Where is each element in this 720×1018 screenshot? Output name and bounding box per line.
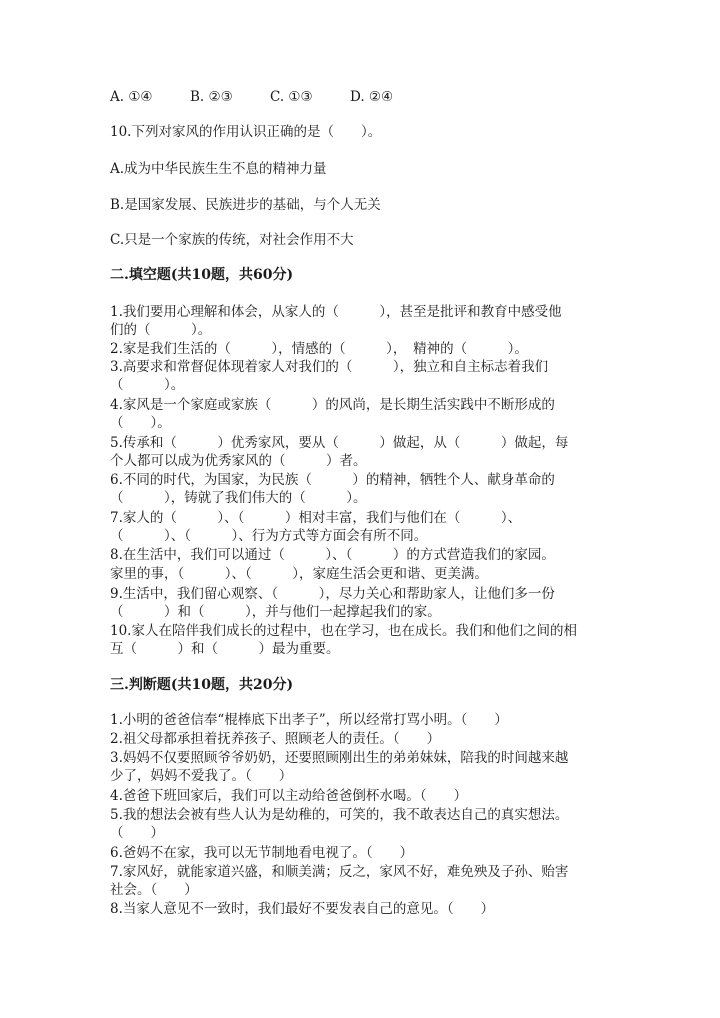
text-line: 4.家风是一个家庭或家族（ ）的风尚，是长期生活实践中不断形成的	[110, 397, 555, 413]
option-a: A. ①④	[110, 89, 153, 105]
text-line: 5.我的想法会被有些人认为是幼稚的，可笑的，我不敢表达自己的真实想法。	[110, 807, 569, 823]
q9-options	[110, 88, 430, 106]
text-line: （ ），铸就了我们伟大的（ ）。	[110, 490, 367, 506]
text-line: 1.小明的爸爸信奉“棍棒底下出孝子”，所以经常打骂小明。（ ）	[110, 712, 508, 728]
text-line: 7.家风好，就能家道兴盛，和顺美满；反之，家风不好，难免殃及子孙、贻害	[110, 864, 569, 880]
text-line: 3.妈妈不仅要照顾爷爷奶奶，还要照顾刚出生的弟弟妹妹，陪我的时间越来越	[110, 750, 569, 766]
text-line: 6.不同的时代，为国家，为民族（ ）的精神，牺牲个人、献身革命的	[110, 472, 555, 488]
q10-stem: 10.下列对家风的作用认识正确的是（ ）。	[110, 124, 382, 140]
text-line: 6.爸妈不在家，我可以无节制地看电视了。（ ）	[110, 845, 414, 861]
text-line: （ ）和（ ），并与他们一起撑起我们的家。	[110, 604, 441, 620]
text-line: 8.当家人意见不一致时，我们最好不要发表自己的意见。（ ）	[110, 901, 495, 917]
text-line: 10.家人在陪伴我们成长的过程中，也在学习，也在成长。我们和他们之间的相	[110, 623, 577, 639]
text-line: （ ）。	[110, 377, 185, 393]
text-line: 1.我们要用心理解和体会，从家人的（ ），甚至是批评和教育中感受他	[110, 304, 562, 320]
q10-option-a: A.成为中华民族生生不息的精神力量	[110, 161, 327, 177]
section2-title: 二.填空题(共10题，共60分)	[110, 267, 294, 283]
text-line: 2.家是我们生活的（ ），情感的（ ）， 精神的（ ）。	[110, 341, 528, 357]
section3-title: 三.判断题(共10题，共20分)	[110, 677, 294, 693]
text-line: 家里的事，（ ）、（ ），家庭生活会更和谐、更美满。	[110, 566, 488, 582]
text-line: 少了，妈妈不爱我了。（ ）	[110, 768, 293, 784]
text-line: 8.在生活中，我们可以通过（ ）、（ ）的方式营造我们的家园。	[110, 547, 555, 563]
text-line: （ ）。	[110, 415, 171, 431]
text-line: （ ）、（ ）、行为方式等方面会有所不同。	[110, 528, 428, 544]
q10-option-c: C.只是一个家族的传统，对社会作用不大	[110, 232, 354, 248]
text-line: 互（ ）和（ ）最为重要。	[110, 641, 340, 657]
text-line: 个人都可以成为优秀家风的（ ）者。	[110, 453, 367, 469]
text-line: 社会。（ ）	[110, 882, 198, 898]
text-line: 2.祖父母都承担着抚养孩子、照顾老人的责任。（ ）	[110, 731, 441, 747]
text-line: 9.生活中，我们留心观察、（ ），尽力关心和帮助家人，让他们多一份	[110, 586, 555, 602]
text-line: 5.传承和（ ）优秀家风，要从（ ）做起，从（ ）做起，每	[110, 435, 569, 451]
text-line: 3.高要求和常督促体现着家人对我们的（ ），独立和自主标志着我们	[110, 359, 549, 375]
text-line: 们的（ ）。	[110, 322, 212, 338]
option-d: D. ②④	[350, 89, 394, 105]
option-c: C. ①③	[270, 89, 313, 105]
q10-option-b: B.是国家发展、民族进步的基础，与个人无关	[110, 197, 381, 213]
text-line: 4.爸爸下班回家后，我们可以主动给爸爸倒杯水喝。（ ）	[110, 788, 468, 804]
text-line: 7.家人的（ ）、（ ）相对丰富，我们与他们在（ ）、	[110, 510, 522, 526]
text-line: （ ）	[110, 825, 164, 841]
option-b: B. ②③	[190, 89, 233, 105]
